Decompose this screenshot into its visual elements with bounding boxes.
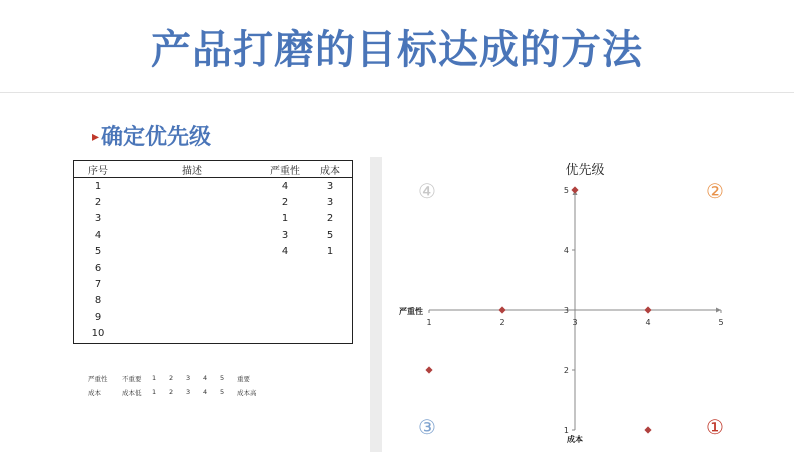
legend-cost-item: 2 bbox=[169, 388, 174, 396]
cell-severity: 4 bbox=[281, 246, 289, 258]
chart-title: 优先级 bbox=[565, 163, 605, 178]
y-tick-label: 2 bbox=[563, 366, 569, 375]
cell-desc bbox=[122, 260, 262, 276]
cell-desc bbox=[122, 194, 262, 210]
cell-severity bbox=[262, 260, 308, 276]
data-point bbox=[644, 426, 651, 433]
cell-severity bbox=[262, 326, 308, 342]
data-point bbox=[498, 306, 505, 313]
cell-no: 4 bbox=[94, 229, 102, 241]
table-row bbox=[74, 227, 352, 243]
table-header-row bbox=[74, 161, 352, 178]
legend-severity-item: 严重性 bbox=[88, 374, 108, 383]
cell-no: 7 bbox=[94, 279, 102, 291]
cell-cost: 3 bbox=[326, 180, 334, 192]
cell-cost bbox=[308, 326, 352, 342]
cell-desc bbox=[122, 293, 262, 309]
header-desc: 描述 bbox=[122, 161, 262, 178]
legend-cost-item: 5 bbox=[220, 388, 225, 396]
cost-scale-row bbox=[88, 385, 267, 399]
legend-cost-item: 成本高 bbox=[237, 388, 257, 397]
table-row bbox=[74, 211, 352, 227]
y-axis-label: 成本 bbox=[567, 435, 583, 444]
cell-severity bbox=[262, 293, 308, 309]
legend-severity-item: 2 bbox=[169, 374, 174, 382]
header-no: 序号 bbox=[74, 161, 122, 178]
cell-no: 2 bbox=[94, 197, 102, 209]
quadrant-label-q1: ① bbox=[706, 415, 724, 439]
y-tick-label: 3 bbox=[563, 306, 569, 315]
scale-legend bbox=[88, 371, 267, 399]
cell-no: 1 bbox=[94, 180, 102, 192]
page-title: 产品打磨的目标达成的方法 bbox=[151, 27, 643, 73]
severity-scale-row bbox=[88, 371, 267, 385]
y-tick-label: 4 bbox=[563, 246, 569, 255]
table-row bbox=[74, 260, 352, 276]
legend-severity-item: 重要 bbox=[237, 374, 250, 383]
legend-severity-item: 4 bbox=[203, 374, 208, 382]
legend-severity-item: 1 bbox=[152, 374, 157, 382]
priority-table bbox=[73, 160, 353, 344]
cell-cost: 1 bbox=[326, 246, 334, 258]
table-row bbox=[74, 326, 352, 342]
cell-no: 9 bbox=[94, 311, 102, 323]
x-tick-label: 1 bbox=[426, 318, 432, 327]
x-tick-label: 2 bbox=[499, 318, 505, 327]
cell-desc bbox=[122, 276, 262, 292]
table-row bbox=[74, 244, 352, 260]
legend-cost-item: 成本 bbox=[88, 388, 101, 397]
data-point bbox=[425, 366, 432, 373]
cell-severity: 1 bbox=[281, 213, 289, 225]
legend-severity-item: 5 bbox=[220, 374, 225, 382]
bullet-arrow-icon: ▸ bbox=[92, 129, 100, 145]
x-tick-label: 4 bbox=[645, 318, 651, 327]
table-row bbox=[74, 276, 352, 292]
cell-cost: 2 bbox=[326, 213, 334, 225]
quadrant-label-q4: ④ bbox=[418, 179, 436, 203]
legend-severity-item: 3 bbox=[186, 374, 191, 382]
header-cost: 成本 bbox=[308, 161, 352, 178]
quadrant-label-q2: ② bbox=[706, 179, 724, 203]
cell-desc bbox=[122, 244, 262, 260]
cell-severity: 3 bbox=[281, 229, 289, 241]
priority-chart bbox=[385, 150, 785, 450]
cell-no: 8 bbox=[94, 295, 102, 307]
y-tick-label: 5 bbox=[563, 186, 569, 195]
cell-severity: 4 bbox=[281, 180, 289, 192]
cell-severity bbox=[262, 309, 308, 325]
cell-no: 10 bbox=[91, 328, 105, 340]
x-axis-label: 严重性 bbox=[399, 307, 423, 316]
table-row bbox=[74, 293, 352, 309]
legend-severity-item: 不重要 bbox=[122, 374, 142, 383]
cell-desc bbox=[122, 227, 262, 243]
header-severity: 严重性 bbox=[262, 161, 308, 178]
cell-desc bbox=[122, 326, 262, 342]
cell-desc bbox=[122, 178, 262, 195]
x-tick-label: 5 bbox=[718, 318, 724, 327]
y-tick-label: 1 bbox=[563, 426, 569, 435]
cell-no: 6 bbox=[94, 262, 102, 274]
vertical-divider bbox=[370, 157, 382, 452]
table-row bbox=[74, 194, 352, 210]
cell-severity bbox=[262, 276, 308, 292]
legend-cost-item: 1 bbox=[152, 388, 157, 396]
cell-cost bbox=[308, 260, 352, 276]
section-subtitle bbox=[92, 120, 211, 151]
section-subtitle-text: 确定优先级 bbox=[101, 125, 212, 150]
cell-cost bbox=[308, 276, 352, 292]
legend-cost-item: 4 bbox=[203, 388, 208, 396]
quadrant-label-q3: ③ bbox=[418, 415, 436, 439]
table-row bbox=[74, 309, 352, 325]
cell-desc bbox=[122, 211, 262, 227]
data-point bbox=[571, 186, 578, 193]
legend-cost-item: 成本低 bbox=[122, 388, 142, 397]
cell-no: 3 bbox=[94, 213, 102, 225]
cell-cost bbox=[308, 293, 352, 309]
table-row bbox=[74, 178, 352, 195]
cell-no: 5 bbox=[94, 246, 102, 258]
cell-severity: 2 bbox=[281, 197, 289, 209]
cell-cost: 5 bbox=[326, 229, 334, 241]
title-divider bbox=[0, 92, 794, 93]
data-point bbox=[644, 306, 651, 313]
x-axis-arrow-icon bbox=[716, 308, 721, 313]
cell-desc bbox=[122, 309, 262, 325]
cell-cost bbox=[308, 309, 352, 325]
cell-cost: 3 bbox=[326, 197, 334, 209]
x-tick-label: 3 bbox=[572, 318, 578, 327]
legend-cost-item: 3 bbox=[186, 388, 191, 396]
